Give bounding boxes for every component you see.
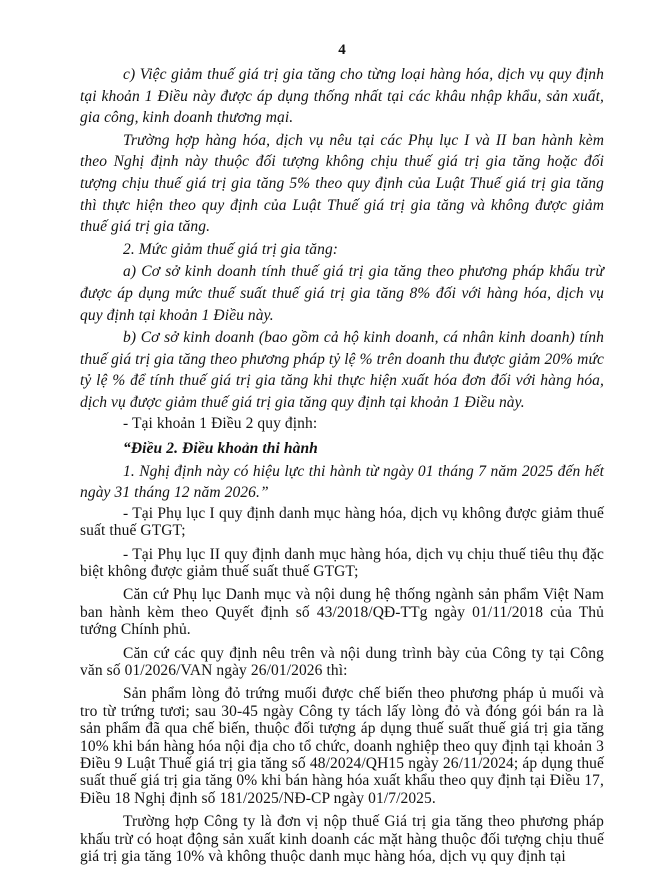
- paragraph: - Tại khoản 1 Điều 2 quy định:: [123, 414, 318, 432]
- paragraph: Sản phẩm lòng đỏ trứng muối được chế biến theo phương pháp ủ muối và tro từ trứng tươi; sau 30-45 ngày Công ty tách lấy lòng đỏ và đóng gói bán ra là sản phẩm đã qua chế biến, thuộc đối tượng áp dụng thuế suất thuế giá trị gia tăng 10% khi bán hàng hóa nội địa cho tổ chức, doanh nghiệp theo quy định tại khoản 3 Điều 9 Luật Thuế giá trị gia tăng số 48/2024/QH15 ngày 26/11/2024; áp dụng thuế suất thuế giá trị gia tăng 0% khi bán hàng hóa xuất khẩu theo quy định tại Điều 17, Điều 18 Nghị định số 181/2025/NĐ-CP ngày 01/7/2025.: [80, 685, 604, 807]
- paragraph: - Tại Phụ lục I quy định danh mục hàng hóa, dịch vụ không được giảm thuế suất thuế GTGT;: [80, 504, 604, 540]
- paragraph: - Tại Phụ lục II quy định danh mục hàng hóa, dịch vụ chịu thuế tiêu thụ đặc biệt không được giảm thuế suất thuế GTGT;: [80, 545, 604, 580]
- paragraph: Căn cứ Phụ lục Danh mục và nội dung hệ thống ngành sản phẩm Việt Nam ban hành kèm theo Quyết định số 43/2018/QĐ-TTg ngày 01/11/2018 của Thủ tướng Chính phủ.: [80, 586, 604, 639]
- paragraph: “Điều 2. Điều khoản thi hành: [123, 439, 318, 457]
- document-body: [80, 64, 604, 871]
- paragraph: Căn cứ các quy định nêu trên và nội dung trình bày của Công ty tại Công văn số 01/2026/VAN ngày 26/01/2026 thì:: [80, 644, 604, 679]
- page-number: 4: [338, 42, 346, 58]
- paragraph: 1. Nghị định này có hiệu lực thi hành từ ngày 01 tháng 7 năm 2025 đến hết ngày 31 tháng 12 năm 2026.”: [80, 462, 604, 502]
- paragraph: Trường hợp hàng hóa, dịch vụ nêu tại các Phụ lục I và II ban hành kèm theo Nghị định này thuộc đối tượng không chịu thuế giá trị gia tăng hoặc đối tượng chịu thuế giá trị gia tăng 5% theo quy định của Luật Thuế giá trị gia tăng thì thực hiện theo quy định của Luật Thuế giá trị gia tăng và không được giảm thuế giá trị gia tăng.: [80, 131, 604, 236]
- paragraph: 2. Mức giảm thuế giá trị gia tăng:: [123, 240, 339, 258]
- paragraph: a) Cơ sở kinh doanh tính thuế giá trị gia tăng theo phương pháp khấu trừ được áp dụng mức thuế suất thuế giá trị gia tăng 8% đối với hàng hóa, dịch vụ quy định tại khoản 1 Điều này.: [80, 263, 604, 324]
- paragraph: Trường hợp Công ty là đơn vị nộp thuế Giá trị gia tăng theo phương pháp khấu trừ có hoạt động sản xuất kinh doanh các mặt hàng thuộc đối tượng chịu thuế giá trị gia tăng 10% và không thuộc danh mục hàng hóa, dịch vụ quy định tại: [80, 813, 604, 865]
- paragraph: b) Cơ sở kinh doanh (bao gồm cả hộ kinh doanh, cá nhân kinh doanh) tính thuế giá trị gia tăng theo phương pháp tỷ lệ % trên doanh thu được giảm 20% mức tỷ lệ % để tính thuế giá trị gia tăng khi thực hiện xuất hóa đơn đối với hàng hóa, dịch vụ được giảm thuế giá trị gia tăng quy định tại khoản 1 Điều này.: [80, 329, 604, 411]
- paragraph: c) Việc giảm thuế giá trị gia tăng cho từng loại hàng hóa, dịch vụ quy định tại khoản 1 Điều này được áp dụng thống nhất tại các khâu nhập khẩu, sản xuất, gia công, kinh doanh thương mại.: [80, 66, 604, 127]
